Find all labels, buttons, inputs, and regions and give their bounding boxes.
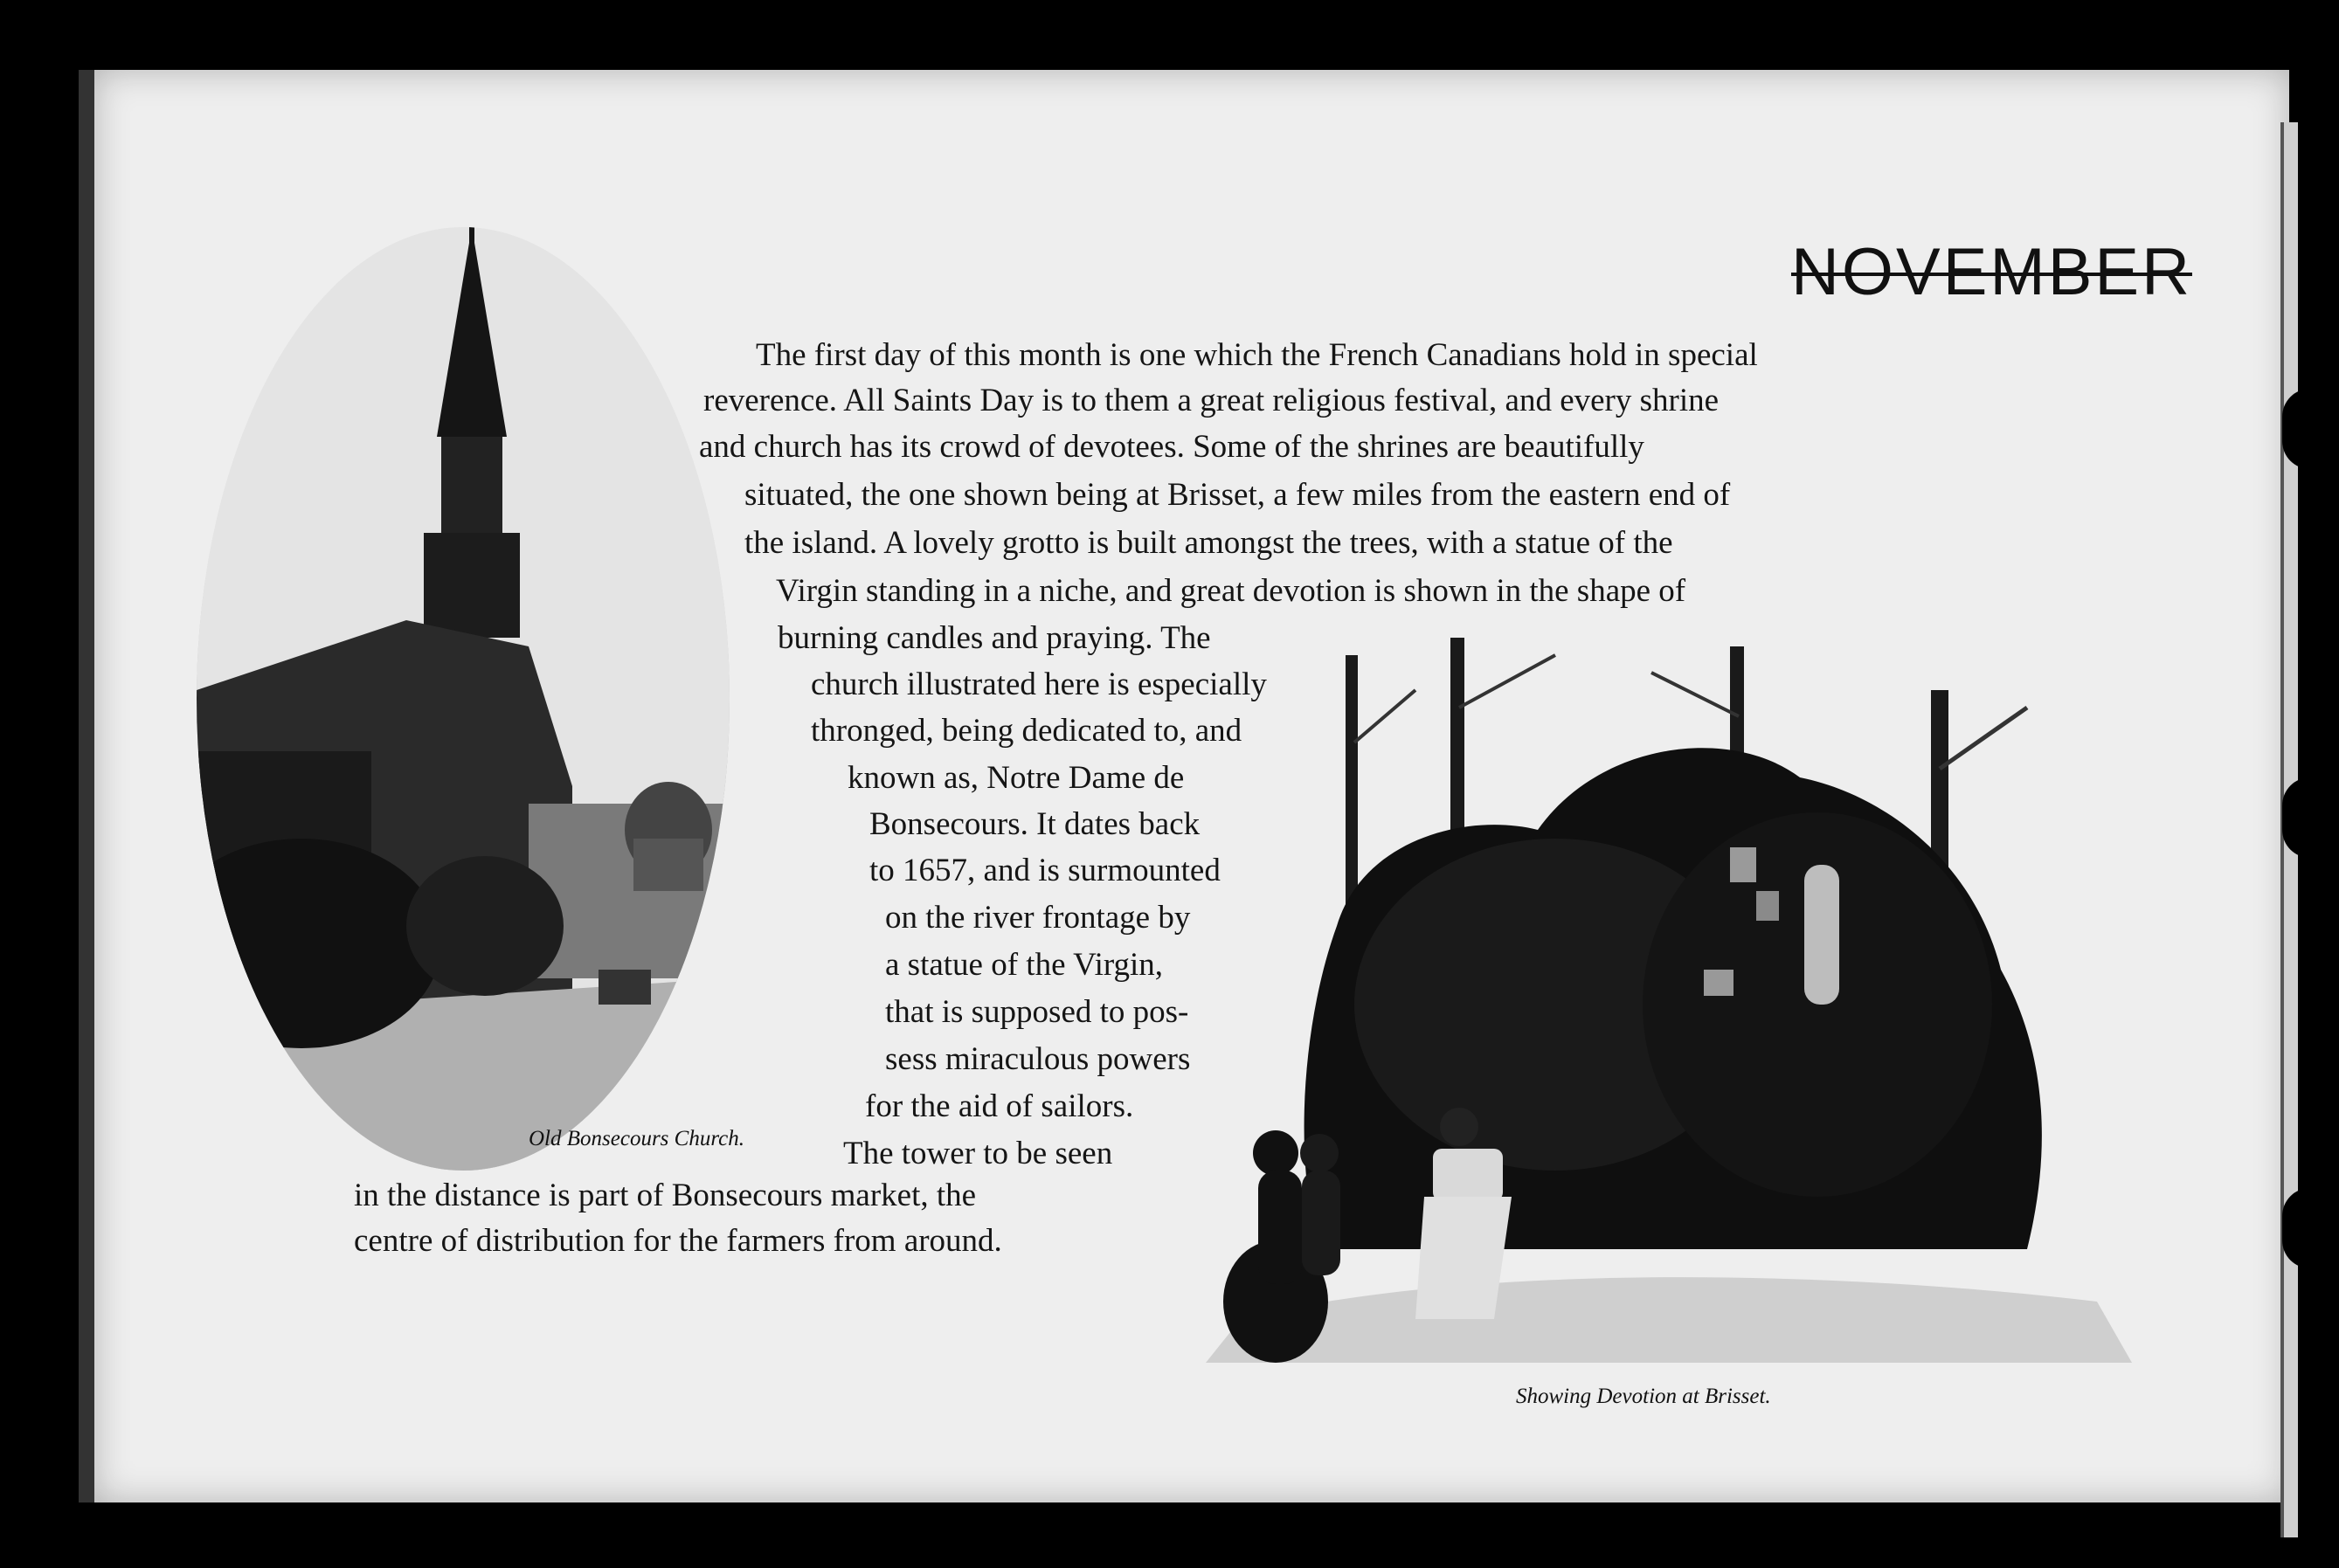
paragraph-line: to 1657, and is surmounted [869, 853, 1221, 888]
paragraph-line: burning candles and praying. The [778, 620, 1211, 656]
binding-hole-bottom [2282, 1188, 2338, 1268]
page-title: NOVEMBER [1791, 235, 2192, 309]
paragraph-line: sess miraculous powers [885, 1041, 1191, 1077]
grotto-illustration [1188, 638, 2149, 1363]
paragraph-line: a statue of the Virgin, [885, 947, 1164, 983]
paragraph-line: thronged, being dedicated to, and [811, 713, 1242, 749]
paragraph-line: on the river frontage by [885, 900, 1191, 936]
grotto-caption: Showing Devotion at Brisset. [1516, 1385, 1771, 1408]
paragraph-line: that is supposed to pos- [885, 994, 1189, 1030]
paragraph-line: Bonsecours. It dates back [869, 806, 1201, 842]
paragraph-line: The tower to be seen [843, 1136, 1113, 1171]
paragraph-line: for the aid of sailors. [865, 1088, 1134, 1124]
paragraph-line: the island. A lovely grotto is built amongst the trees, with a statue of the [744, 525, 1673, 561]
binding-hole-middle [2282, 777, 2338, 858]
paragraph-line: centre of distribution for the farmers from around. [354, 1223, 1002, 1259]
paragraph-line: situated, the one shown being at Brisset, a few miles from the eastern end of [744, 477, 1731, 513]
church-photo [197, 227, 730, 1171]
grotto-photo [1188, 638, 2149, 1363]
church-illustration [197, 227, 730, 1171]
paragraph-line: in the distance is part of Bonsecours market, the [354, 1178, 977, 1213]
paragraph-line: The first day of this month is one which the French Canadians hold in special [756, 337, 1758, 373]
paragraph-line: reverence. All Saints Day is to them a great religious festival, and every shrine [703, 383, 1720, 418]
paragraph-line: Virgin standing in a niche, and great devotion is shown in the shape of [776, 573, 1686, 609]
binding-hole-top [2282, 389, 2338, 469]
church-caption: Old Bonsecours Church. [529, 1127, 744, 1150]
paragraph-line: known as, Notre Dame de [848, 760, 1185, 796]
paragraph-line: and church has its crowd of devotees. Some of the shrines are beautifully [699, 429, 1644, 465]
paragraph-line: church illustrated here is especially [811, 667, 1267, 702]
